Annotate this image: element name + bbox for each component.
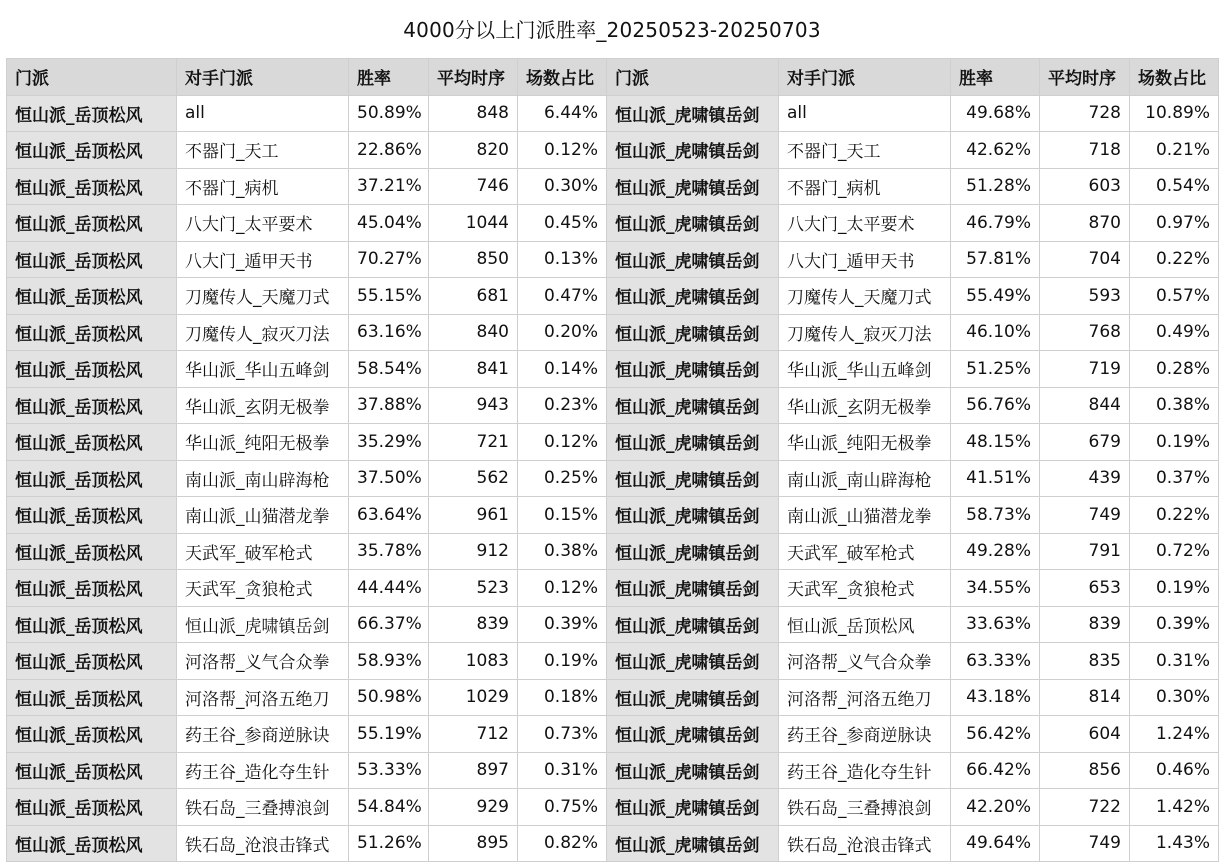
right-faction-cell: 恒山派_虎啸镇岳剑 xyxy=(607,825,779,862)
right-faction-cell: 恒山派_虎啸镇岳剑 xyxy=(607,205,779,242)
left-share-cell: 0.12% xyxy=(518,424,607,461)
left-avgtime-cell: 681 xyxy=(429,278,518,315)
right-faction-cell: 恒山派_虎啸镇岳剑 xyxy=(607,314,779,351)
right-faction-cell: 恒山派_虎啸镇岳剑 xyxy=(607,643,779,680)
left-winrate-cell: 44.44% xyxy=(349,570,429,607)
left-share-cell: 0.19% xyxy=(518,643,607,680)
left-avgtime-cell: 1044 xyxy=(429,205,518,242)
right-faction-cell: 恒山派_虎啸镇岳剑 xyxy=(607,752,779,789)
left-winrate-cell: 51.26% xyxy=(349,825,429,862)
right-faction-cell: 恒山派_虎啸镇岳剑 xyxy=(607,716,779,753)
left-opponent-cell: 恒山派_虎啸镇岳剑 xyxy=(177,606,349,643)
left-winrate-cell: 37.50% xyxy=(349,460,429,497)
left-avgtime-cell: 562 xyxy=(429,460,518,497)
left-opponent-cell: 药王谷_造化夺生针 xyxy=(177,752,349,789)
left-avgtime-cell: 839 xyxy=(429,606,518,643)
table-row xyxy=(7,168,1219,205)
table-row xyxy=(7,825,1219,862)
left-share-cell: 0.20% xyxy=(518,314,607,351)
left-winrate-cell: 54.84% xyxy=(349,789,429,826)
left-share-cell: 0.13% xyxy=(518,241,607,278)
right-avgtime-cell: 439 xyxy=(1040,460,1130,497)
left-opponent-cell: 刀魔传人_寂灭刀法 xyxy=(177,314,349,351)
left-faction-cell: 恒山派_岳顶松风 xyxy=(7,643,177,680)
right-faction-cell: 恒山派_虎啸镇岳剑 xyxy=(607,168,779,205)
right-winrate-cell: 43.18% xyxy=(951,679,1040,716)
right-share-cell: 0.28% xyxy=(1130,351,1219,388)
right-winrate-cell: 48.15% xyxy=(951,424,1040,461)
left-faction-cell: 恒山派_岳顶松风 xyxy=(7,752,177,789)
table-row xyxy=(7,241,1219,278)
right-share-cell: 0.31% xyxy=(1130,643,1219,680)
right-opponent-cell: 华山派_华山五峰剑 xyxy=(779,351,951,388)
header-faction-right: 门派 xyxy=(607,59,779,96)
left-winrate-cell: 50.89% xyxy=(349,95,429,132)
right-opponent-cell: 天武军_破军枪式 xyxy=(779,533,951,570)
right-winrate-cell: 49.68% xyxy=(951,95,1040,132)
left-share-cell: 0.23% xyxy=(518,387,607,424)
left-faction-cell: 恒山派_岳顶松风 xyxy=(7,606,177,643)
left-opponent-cell: 华山派_玄阴无极拳 xyxy=(177,387,349,424)
left-avgtime-cell: 929 xyxy=(429,789,518,826)
left-faction-cell: 恒山派_岳顶松风 xyxy=(7,314,177,351)
right-opponent-cell: 不器门_病机 xyxy=(779,168,951,205)
right-faction-cell: 恒山派_虎啸镇岳剑 xyxy=(607,95,779,132)
left-winrate-cell: 37.88% xyxy=(349,387,429,424)
right-avgtime-cell: 791 xyxy=(1040,533,1130,570)
table-row xyxy=(7,533,1219,570)
right-avgtime-cell: 653 xyxy=(1040,570,1130,607)
right-avgtime-cell: 768 xyxy=(1040,314,1130,351)
right-faction-cell: 恒山派_虎啸镇岳剑 xyxy=(607,497,779,534)
left-avgtime-cell: 721 xyxy=(429,424,518,461)
header-avgtime-left: 平均时序 xyxy=(429,59,518,96)
left-faction-cell: 恒山派_岳顶松风 xyxy=(7,168,177,205)
table-row xyxy=(7,789,1219,826)
left-share-cell: 0.39% xyxy=(518,606,607,643)
right-faction-cell: 恒山派_虎啸镇岳剑 xyxy=(607,679,779,716)
header-winrate-left: 胜率 xyxy=(349,59,429,96)
page-title: 4000分以上门派胜率_20250523-20250703 xyxy=(403,18,821,42)
left-faction-cell: 恒山派_岳顶松风 xyxy=(7,424,177,461)
table-row xyxy=(7,278,1219,315)
left-share-cell: 0.73% xyxy=(518,716,607,753)
right-faction-cell: 恒山派_虎啸镇岳剑 xyxy=(607,424,779,461)
right-opponent-cell: 南山派_南山辟海枪 xyxy=(779,460,951,497)
right-winrate-cell: 49.28% xyxy=(951,533,1040,570)
right-winrate-cell: 58.73% xyxy=(951,497,1040,534)
left-share-cell: 0.45% xyxy=(518,205,607,242)
left-share-cell: 0.18% xyxy=(518,679,607,716)
right-share-cell: 0.21% xyxy=(1130,132,1219,169)
left-opponent-cell: 南山派_南山辟海枪 xyxy=(177,460,349,497)
right-opponent-cell: 河洛帮_河洛五绝刀 xyxy=(779,679,951,716)
right-winrate-cell: 51.28% xyxy=(951,168,1040,205)
right-share-cell: 1.24% xyxy=(1130,716,1219,753)
left-faction-cell: 恒山派_岳顶松风 xyxy=(7,497,177,534)
right-winrate-cell: 33.63% xyxy=(951,606,1040,643)
right-opponent-cell: 铁石岛_三叠搏浪剑 xyxy=(779,789,951,826)
left-opponent-cell: 天武军_贪狼枪式 xyxy=(177,570,349,607)
right-opponent-cell: 八大门_遁甲天书 xyxy=(779,241,951,278)
table-row xyxy=(7,606,1219,643)
left-avgtime-cell: 840 xyxy=(429,314,518,351)
right-winrate-cell: 41.51% xyxy=(951,460,1040,497)
right-share-cell: 0.72% xyxy=(1130,533,1219,570)
right-opponent-cell: 刀魔传人_寂灭刀法 xyxy=(779,314,951,351)
left-opponent-cell: 铁石岛_三叠搏浪剑 xyxy=(177,789,349,826)
right-avgtime-cell: 749 xyxy=(1040,825,1130,862)
left-share-cell: 0.14% xyxy=(518,351,607,388)
right-avgtime-cell: 719 xyxy=(1040,351,1130,388)
left-opponent-cell: 天武军_破军枪式 xyxy=(177,533,349,570)
right-share-cell: 0.19% xyxy=(1130,424,1219,461)
left-faction-cell: 恒山派_岳顶松风 xyxy=(7,789,177,826)
left-winrate-cell: 55.19% xyxy=(349,716,429,753)
left-opponent-cell: 刀魔传人_天魔刀式 xyxy=(177,278,349,315)
table-row xyxy=(7,716,1219,753)
table-row xyxy=(7,132,1219,169)
right-avgtime-cell: 839 xyxy=(1040,606,1130,643)
table-body xyxy=(7,95,1219,862)
left-share-cell: 0.12% xyxy=(518,570,607,607)
right-opponent-cell: 华山派_纯阳无极拳 xyxy=(779,424,951,461)
right-share-cell: 0.46% xyxy=(1130,752,1219,789)
left-opponent-cell: 药王谷_参商逆脉诀 xyxy=(177,716,349,753)
right-winrate-cell: 42.20% xyxy=(951,789,1040,826)
left-share-cell: 0.12% xyxy=(518,132,607,169)
right-opponent-cell: 药王谷_造化夺生针 xyxy=(779,752,951,789)
right-share-cell: 1.43% xyxy=(1130,825,1219,862)
right-share-cell: 0.22% xyxy=(1130,497,1219,534)
left-faction-cell: 恒山派_岳顶松风 xyxy=(7,533,177,570)
right-avgtime-cell: 593 xyxy=(1040,278,1130,315)
left-share-cell: 0.38% xyxy=(518,533,607,570)
right-opponent-cell: 南山派_山猫潜龙拳 xyxy=(779,497,951,534)
right-faction-cell: 恒山派_虎啸镇岳剑 xyxy=(607,351,779,388)
table-row xyxy=(7,497,1219,534)
table-row xyxy=(7,752,1219,789)
left-share-cell: 6.44% xyxy=(518,95,607,132)
header-winrate-right: 胜率 xyxy=(951,59,1040,96)
right-winrate-cell: 51.25% xyxy=(951,351,1040,388)
left-winrate-cell: 50.98% xyxy=(349,679,429,716)
left-avgtime-cell: 523 xyxy=(429,570,518,607)
header-opponent-left: 对手门派 xyxy=(177,59,349,96)
right-winrate-cell: 57.81% xyxy=(951,241,1040,278)
left-winrate-cell: 58.93% xyxy=(349,643,429,680)
right-winrate-cell: 66.42% xyxy=(951,752,1040,789)
right-avgtime-cell: 814 xyxy=(1040,679,1130,716)
right-share-cell: 0.57% xyxy=(1130,278,1219,315)
right-avgtime-cell: 728 xyxy=(1040,95,1130,132)
right-winrate-cell: 56.42% xyxy=(951,716,1040,753)
table-row xyxy=(7,424,1219,461)
right-opponent-cell: 药王谷_参商逆脉诀 xyxy=(779,716,951,753)
left-faction-cell: 恒山派_岳顶松风 xyxy=(7,278,177,315)
table-row xyxy=(7,570,1219,607)
right-faction-cell: 恒山派_虎啸镇岳剑 xyxy=(607,132,779,169)
left-avgtime-cell: 1083 xyxy=(429,643,518,680)
header-faction-left: 门派 xyxy=(7,59,177,96)
right-winrate-cell: 46.10% xyxy=(951,314,1040,351)
left-share-cell: 0.15% xyxy=(518,497,607,534)
right-share-cell: 0.97% xyxy=(1130,205,1219,242)
right-share-cell: 0.37% xyxy=(1130,460,1219,497)
left-avgtime-cell: 746 xyxy=(429,168,518,205)
right-faction-cell: 恒山派_虎啸镇岳剑 xyxy=(607,533,779,570)
right-winrate-cell: 56.76% xyxy=(951,387,1040,424)
left-faction-cell: 恒山派_岳顶松风 xyxy=(7,95,177,132)
left-faction-cell: 恒山派_岳顶松风 xyxy=(7,679,177,716)
win-rate-table-container xyxy=(6,58,1218,862)
right-share-cell: 0.19% xyxy=(1130,570,1219,607)
left-share-cell: 0.31% xyxy=(518,752,607,789)
left-opponent-cell: all xyxy=(177,95,349,132)
win-rate-table xyxy=(6,58,1219,862)
left-faction-cell: 恒山派_岳顶松风 xyxy=(7,460,177,497)
right-avgtime-cell: 704 xyxy=(1040,241,1130,278)
right-winrate-cell: 46.79% xyxy=(951,205,1040,242)
right-avgtime-cell: 844 xyxy=(1040,387,1130,424)
table-row xyxy=(7,643,1219,680)
right-share-cell: 0.38% xyxy=(1130,387,1219,424)
left-faction-cell: 恒山派_岳顶松风 xyxy=(7,825,177,862)
right-avgtime-cell: 722 xyxy=(1040,789,1130,826)
left-winrate-cell: 53.33% xyxy=(349,752,429,789)
left-avgtime-cell: 895 xyxy=(429,825,518,862)
right-avgtime-cell: 604 xyxy=(1040,716,1130,753)
table-row xyxy=(7,679,1219,716)
left-avgtime-cell: 961 xyxy=(429,497,518,534)
left-avgtime-cell: 897 xyxy=(429,752,518,789)
left-faction-cell: 恒山派_岳顶松风 xyxy=(7,570,177,607)
left-avgtime-cell: 841 xyxy=(429,351,518,388)
left-opponent-cell: 河洛帮_义气合众拳 xyxy=(177,643,349,680)
right-opponent-cell: 铁石岛_沧浪击锋式 xyxy=(779,825,951,862)
left-share-cell: 0.75% xyxy=(518,789,607,826)
right-opponent-cell: 恒山派_岳顶松风 xyxy=(779,606,951,643)
right-share-cell: 0.49% xyxy=(1130,314,1219,351)
right-opponent-cell: 不器门_天工 xyxy=(779,132,951,169)
left-share-cell: 0.30% xyxy=(518,168,607,205)
right-share-cell: 0.54% xyxy=(1130,168,1219,205)
left-winrate-cell: 55.15% xyxy=(349,278,429,315)
right-faction-cell: 恒山派_虎啸镇岳剑 xyxy=(607,606,779,643)
left-winrate-cell: 70.27% xyxy=(349,241,429,278)
right-faction-cell: 恒山派_虎啸镇岳剑 xyxy=(607,570,779,607)
left-winrate-cell: 37.21% xyxy=(349,168,429,205)
right-winrate-cell: 55.49% xyxy=(951,278,1040,315)
left-faction-cell: 恒山派_岳顶松风 xyxy=(7,387,177,424)
left-winrate-cell: 66.37% xyxy=(349,606,429,643)
left-winrate-cell: 63.64% xyxy=(349,497,429,534)
right-opponent-cell: 华山派_玄阴无极拳 xyxy=(779,387,951,424)
left-winrate-cell: 35.29% xyxy=(349,424,429,461)
left-opponent-cell: 华山派_纯阳无极拳 xyxy=(177,424,349,461)
left-faction-cell: 恒山派_岳顶松风 xyxy=(7,351,177,388)
left-opponent-cell: 不器门_病机 xyxy=(177,168,349,205)
right-share-cell: 1.42% xyxy=(1130,789,1219,826)
left-opponent-cell: 不器门_天工 xyxy=(177,132,349,169)
right-opponent-cell: 天武军_贪狼枪式 xyxy=(779,570,951,607)
right-share-cell: 10.89% xyxy=(1130,95,1219,132)
left-avgtime-cell: 912 xyxy=(429,533,518,570)
left-winrate-cell: 58.54% xyxy=(349,351,429,388)
right-avgtime-cell: 749 xyxy=(1040,497,1130,534)
right-opponent-cell: 八大门_太平要术 xyxy=(779,205,951,242)
left-faction-cell: 恒山派_岳顶松风 xyxy=(7,241,177,278)
left-faction-cell: 恒山派_岳顶松风 xyxy=(7,132,177,169)
left-share-cell: 0.25% xyxy=(518,460,607,497)
left-avgtime-cell: 848 xyxy=(429,95,518,132)
right-share-cell: 0.30% xyxy=(1130,679,1219,716)
left-opponent-cell: 八大门_遁甲天书 xyxy=(177,241,349,278)
left-avgtime-cell: 1029 xyxy=(429,679,518,716)
left-opponent-cell: 华山派_华山五峰剑 xyxy=(177,351,349,388)
right-share-cell: 0.39% xyxy=(1130,606,1219,643)
left-avgtime-cell: 820 xyxy=(429,132,518,169)
right-winrate-cell: 49.64% xyxy=(951,825,1040,862)
left-avgtime-cell: 850 xyxy=(429,241,518,278)
left-winrate-cell: 22.86% xyxy=(349,132,429,169)
header-opponent-right: 对手门派 xyxy=(779,59,951,96)
right-opponent-cell: all xyxy=(779,95,951,132)
header-share-left: 场数占比 xyxy=(518,59,607,96)
right-faction-cell: 恒山派_虎啸镇岳剑 xyxy=(607,789,779,826)
right-avgtime-cell: 603 xyxy=(1040,168,1130,205)
right-avgtime-cell: 679 xyxy=(1040,424,1130,461)
right-avgtime-cell: 870 xyxy=(1040,205,1130,242)
right-faction-cell: 恒山派_虎啸镇岳剑 xyxy=(607,387,779,424)
left-opponent-cell: 铁石岛_沧浪击锋式 xyxy=(177,825,349,862)
left-winrate-cell: 45.04% xyxy=(349,205,429,242)
right-winrate-cell: 34.55% xyxy=(951,570,1040,607)
right-opponent-cell: 刀魔传人_天魔刀式 xyxy=(779,278,951,315)
left-avgtime-cell: 943 xyxy=(429,387,518,424)
right-winrate-cell: 42.62% xyxy=(951,132,1040,169)
right-avgtime-cell: 856 xyxy=(1040,752,1130,789)
left-share-cell: 0.47% xyxy=(518,278,607,315)
left-avgtime-cell: 712 xyxy=(429,716,518,753)
table-row xyxy=(7,314,1219,351)
left-faction-cell: 恒山派_岳顶松风 xyxy=(7,716,177,753)
left-winrate-cell: 35.78% xyxy=(349,533,429,570)
left-winrate-cell: 63.16% xyxy=(349,314,429,351)
header-row xyxy=(7,59,1219,96)
right-faction-cell: 恒山派_虎啸镇岳剑 xyxy=(607,460,779,497)
table-row xyxy=(7,387,1219,424)
right-share-cell: 0.22% xyxy=(1130,241,1219,278)
table-row xyxy=(7,95,1219,132)
right-winrate-cell: 63.33% xyxy=(951,643,1040,680)
right-faction-cell: 恒山派_虎啸镇岳剑 xyxy=(607,278,779,315)
right-opponent-cell: 河洛帮_义气合众拳 xyxy=(779,643,951,680)
left-opponent-cell: 八大门_太平要术 xyxy=(177,205,349,242)
right-faction-cell: 恒山派_虎啸镇岳剑 xyxy=(607,241,779,278)
header-avgtime-right: 平均时序 xyxy=(1040,59,1130,96)
left-share-cell: 0.82% xyxy=(518,825,607,862)
right-avgtime-cell: 835 xyxy=(1040,643,1130,680)
table-row xyxy=(7,205,1219,242)
left-opponent-cell: 南山派_山猫潜龙拳 xyxy=(177,497,349,534)
left-opponent-cell: 河洛帮_河洛五绝刀 xyxy=(177,679,349,716)
right-avgtime-cell: 718 xyxy=(1040,132,1130,169)
left-faction-cell: 恒山派_岳顶松风 xyxy=(7,205,177,242)
header-share-right: 场数占比 xyxy=(1130,59,1219,96)
table-row xyxy=(7,460,1219,497)
table-row xyxy=(7,351,1219,388)
